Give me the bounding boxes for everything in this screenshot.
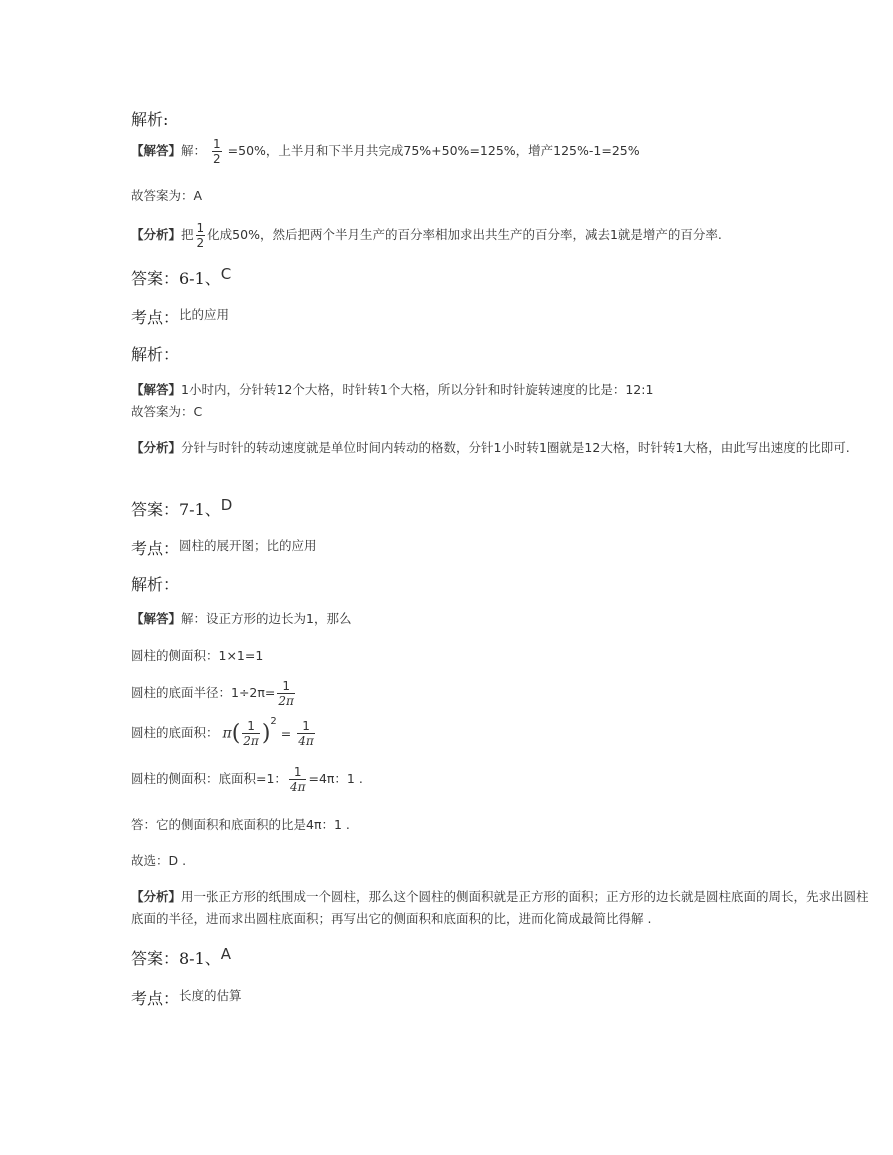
- fenxi-text: 化成50%，然后把两个半月生产的百分率相加求出共生产的百分率，减去1就是增产的百分率.: [207, 227, 722, 242]
- fraction: [277, 680, 295, 707]
- answer-6-line: [131, 266, 231, 289]
- fraction-numerator: 1: [196, 221, 205, 235]
- fraction-denominator: 4π: [298, 734, 314, 748]
- fraction-numerator: 1: [277, 680, 295, 694]
- fraction-denominator: 2: [196, 236, 205, 250]
- fraction: [297, 720, 315, 747]
- fraction: [289, 766, 307, 793]
- kaodian-label: 考点：: [131, 989, 180, 1008]
- answer-label: 答案：6-1、: [131, 269, 221, 288]
- fenxi-tag: 【分析】: [131, 440, 182, 455]
- solution-step-2: [131, 680, 297, 707]
- answer-value: D: [220, 496, 233, 514]
- exponent: 2: [270, 716, 277, 727]
- step-text: 圆柱的底面半径：1÷2π=: [131, 685, 276, 700]
- kaodian-value: 长度的估算: [179, 988, 242, 1003]
- jieda-tag: 【解答】: [131, 611, 182, 626]
- left-paren: (: [231, 721, 241, 746]
- right-paren: ): [261, 721, 271, 746]
- fraction-denominator: 2π: [243, 734, 259, 748]
- kaodian-value: 圆柱的展开图；比的应用: [179, 538, 317, 553]
- solution-step-1: 圆柱的侧面积：1×1=1: [131, 648, 264, 663]
- solution-step-4: [131, 766, 363, 793]
- jieda-text: 1小时内，分针转12个大格，时针转1个大格，所以分针和时针旋转速度的比是：12:1: [181, 382, 654, 397]
- fraction-numerator: 1: [213, 137, 221, 151]
- fraction-denominator: 2: [213, 152, 221, 166]
- jieda-line: [131, 609, 351, 627]
- fraction-denominator: 4π: [289, 780, 306, 794]
- fenxi-paragraph: [131, 886, 881, 930]
- fenxi-tag: 【分析】: [131, 889, 182, 904]
- fraction: [242, 720, 260, 747]
- pi-symbol: π: [222, 725, 232, 742]
- jieda-text: 解：设正方形的边长为1，那么: [181, 611, 352, 626]
- solution-step-6: 故选：D .: [131, 853, 187, 868]
- kaodian-6-line: [131, 305, 229, 328]
- answer-line: 故答案为：C: [131, 404, 203, 419]
- jieda-line: [131, 380, 653, 398]
- fenxi-paragraph: [131, 437, 881, 459]
- fenxi-prefix: 把: [181, 227, 194, 242]
- fenxi-text: 用一张正方形的纸围成一个圆柱，那么这个圆柱的侧面积就是正方形的面积；正方形的边长就是圆柱底面的周长，先求出圆柱底面的半径，进而求出圆柱底面积；再写出它的侧面积和底面积的比，进而化简成最简比得解 .: [131, 889, 869, 926]
- answer-7-line: [131, 497, 232, 520]
- answer-value: A: [220, 945, 232, 963]
- jiexi-heading: 解析:: [131, 110, 169, 129]
- fraction-numerator: 1: [289, 766, 307, 780]
- fraction-half: [212, 138, 222, 165]
- fraction-numerator: 1: [297, 720, 315, 734]
- jieda-tag: 【解答】: [131, 382, 182, 397]
- fenxi-line: [131, 222, 722, 249]
- solution-step-3: [131, 716, 317, 748]
- answer-label: 答案：7-1、: [131, 500, 221, 519]
- jiexi-heading: 解析：: [131, 345, 180, 364]
- step-text: 圆柱的侧面积：底面积=1：: [131, 771, 287, 786]
- kaodian-label: 考点：: [131, 539, 180, 558]
- step-text: 圆柱的底面积：: [131, 725, 219, 740]
- fraction-half: [196, 222, 206, 249]
- answer-8-line: [131, 946, 231, 969]
- kaodian-label: 考点：: [131, 308, 180, 327]
- jieda-line: [131, 138, 640, 165]
- fraction-denominator: 2π: [278, 694, 294, 708]
- answer-label: 答案：8-1、: [131, 949, 221, 968]
- jiexi-heading: 解析：: [131, 575, 180, 594]
- jieda-prefix: 解：: [181, 143, 207, 158]
- equals-sign: =: [280, 726, 292, 741]
- fraction-numerator: 1: [242, 720, 260, 734]
- kaodian-7-line: [131, 536, 317, 559]
- step-text-post: =4π：1 .: [308, 771, 363, 786]
- answer-line: 故答案为：A: [131, 188, 203, 203]
- kaodian-value: 比的应用: [179, 307, 230, 322]
- answer-value: C: [220, 265, 232, 283]
- jieda-tag: 【解答】: [131, 143, 182, 158]
- fenxi-tag: 【分析】: [131, 227, 182, 242]
- jieda-text: =50%，上半月和下半月共完成75%+50%=125%，增产125%-1=25%: [227, 143, 640, 158]
- fenxi-text: 分针与时针的转动速度就是单位时间内转动的格数，分针1小时转1圈就是12大格，时针转1大格，由此写出速度的比即可.: [181, 440, 850, 455]
- solution-step-5: 答：它的侧面积和底面积的比是4π：1 .: [131, 817, 350, 832]
- kaodian-8-line: [131, 986, 242, 1009]
